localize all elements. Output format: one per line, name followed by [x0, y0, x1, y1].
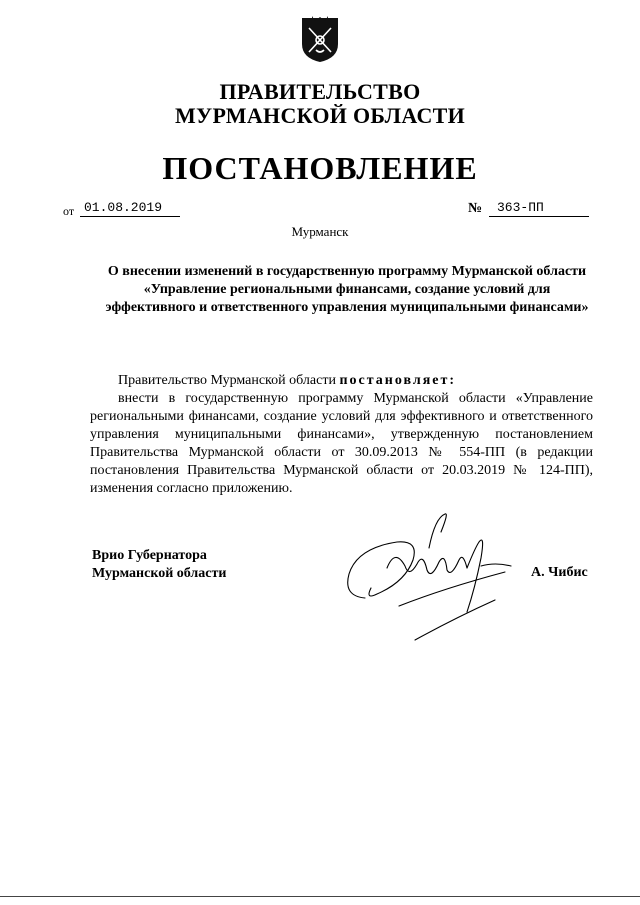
document-type-heading: ПОСТАНОВЛЕНИЕ — [162, 150, 478, 186]
government-name-line2: МУРМАНСКОЙ ОБЛАСТИ — [174, 103, 466, 128]
date-label: от — [63, 204, 75, 218]
government-name-line1: ПРАВИТЕЛЬСТВО — [219, 79, 421, 104]
signer-position-line2: Мурманской области — [92, 566, 227, 581]
document-title: О внесении изменений в государственную программу Мурманской области «Управление региональными финансами, создание условий для эффективного и ответственного управления муниципальными финансами» — [105, 264, 589, 315]
signer-position — [92, 547, 226, 583]
number-label: № — [468, 201, 483, 216]
coat-of-arms-icon — [298, 14, 342, 64]
decree-intro — [90, 372, 593, 390]
decree-intro-text: Правительство Мурманской области — [118, 373, 340, 388]
number-value: 363-ПП — [489, 200, 589, 217]
handwritten-signature-icon — [335, 508, 535, 648]
decree-verb: постановляет: — [339, 373, 457, 388]
signer-position-line1: Врио Губернатора — [92, 548, 207, 563]
city-name: Мурманск — [291, 224, 349, 239]
bottom-divider — [0, 896, 640, 897]
signer-name: А. Чибис — [531, 565, 588, 580]
date-value: 01.08.2019 — [80, 200, 180, 217]
decree-body: внести в государственную программу Мурманской области «Управление региональными финансами, создание условий для эффективного и ответственного управления муниципальными финансами», утвержденную постановлением Правительства Мурманской области от 30.09.2013 № 554-ПП (в редакции постановления Правительства Мурманской области от 20.03.2019 № 124-ПП), изменения согласно приложению. — [90, 391, 593, 496]
